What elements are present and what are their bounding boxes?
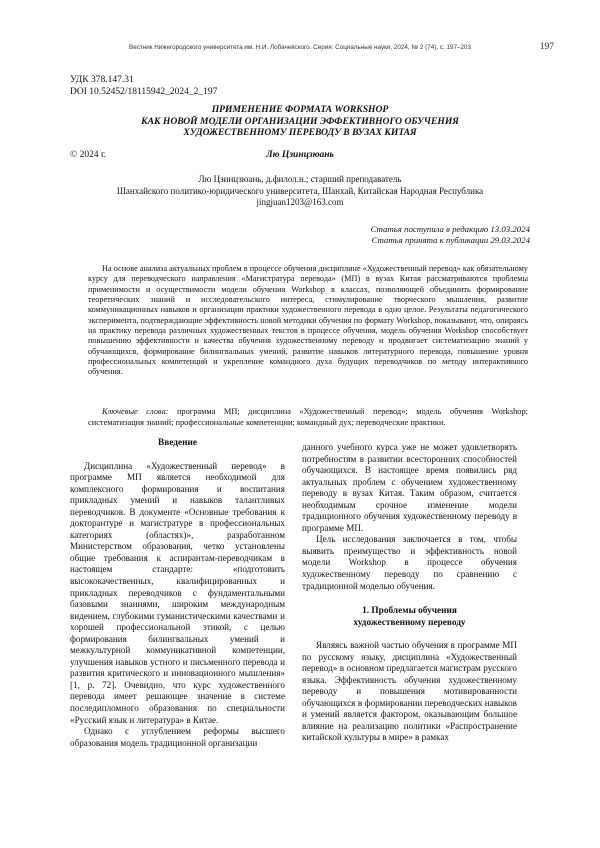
intro-heading: Введение [158,438,197,448]
accepted-date: Статья принята к публикации 29.03.2024 [371,235,530,245]
title-line-3: ХУДОЖЕСТВЕННОМУ ПЕРЕВОДУ В ВУЗАХ КИТАЯ [183,127,417,138]
section-1-heading-line-1: 1. Проблемы обучения [362,606,457,617]
keywords [88,407,528,428]
title-line-2: КАК НОВОЙ МОДЕЛИ ОРГАНИЗАЦИИ ЭФФЕКТИВНОГО ОБУЧЕНИЯ [141,115,459,127]
title-line-1: ПРИМЕНЕНИЕ ФОРМАТА WORKSHOP [211,104,389,115]
intro-paragraph-2: Однако с углублением реформы высшего образования модель традиционной организации [70,726,285,748]
author-institution: Шанхайского политико-юридического университета, Шанхай, Китайская Народная Республика [116,185,484,196]
section-1-heading-line-2: художественному переводу [353,617,466,628]
left-column [70,438,285,749]
intro-paragraph-1: Дисциплина «Художественный перевод» в программе МП является необходимой для комплексного формирования и воспитания прикладных умений и навыков талантливых переводчиков. В документе «Основные требования к докторантуре и магистратуре в профессиональных категориях (областях)», разработанном Министерством образования, четко установлены общие требования к аспирантам-переводчикам в настоящем стандарте: «подготовить высококачественных, квалифицированных и прикладных переводчиков с фундаментальными базовыми знаниями, широким международным видением, глубокими гуманистическими качествами и хорошей профессиональной этикой, с целью формирования билингвальных умений и межкультурной коммуникативной компетенции, улучшения навыков устного и письменного перевода и развития критического и инновационного мышления» [1, р. 72]. Очевидно, что курс художественного перевода имеет решающее значение в системе последипломного образования по специальности «Русский язык и литература» в Китае. [70,460,285,725]
section-1-heading [302,606,517,629]
article-dates [371,224,530,246]
intro-paragraph-continued: данного учебного курса уже не может удовлетворять потребностям в развитии всесторонних способностей обучающихся. В настоящее время появились ряд актуальных проблем с обучением художественному переводу в вузах Китая. Таким образом, считается необходимым срочное изменение модели традиционного обучения художественному переводу в программе МП. [302,442,517,533]
received-date: Статья поступила в редакцию 13.03.2024 [370,224,530,234]
section-1-paragraph-1: Являясь важной частью обучения в программе МП по русскому языку, дисциплина «Художественный перевод» в основном предлагается магистрам русского языка. Эффективность обучения художественному переводу и повышения мотивированности обучающихся в формировании переводческих навыков и умений является фактором, оказывающим большое влияние на реализацию политики «Распространение китайской культуры в мире» в рамках [302,640,517,743]
author-position: Лю Цзинцзюань, д.филол.н.; старший преподаватель [198,174,402,184]
page-number: 197 [539,42,554,52]
copyright: © 2024 г. [70,150,107,160]
right-column [302,442,517,744]
udc-code: УДК 378.147.31 [70,75,134,85]
keywords-label: Ключевые слова: [102,407,169,416]
author-email: jingjuan1203@163.com [256,197,344,208]
author-name: Лю Цзинцзюань [266,150,334,160]
abstract: На основе анализа актуальных проблем в процессе обучения дисциплине «Художественный перевод» как обязательному курсу для переводческого направления «Магистратура перевода» (МП) в вузах Китая рассматриваются проблемы применимости и осуществимости модели обучения Workshop в классах, позволяющей объединить формирование теоретических знаний и исследовательского интереса, стимулирование творческого мышления, развитие коммуникационных навыков и организации практики художественного перевода в одно целое. Результаты педагогического эксперимента, подтверждающие эффективность новой методики обучения по формату Workshop, показывают, что, опираясь на практику перевода различных художественных текстов в процессе обучения, модель обучения Workshop способствует повышению эффективности и качества обучения художественному переводу и продвигает систематизацию знаний у обучающихся, формирование билингвальных умений, развитие навыков литературного перевода, повышение уровня профессиональных компетенций и укрепление командного духа будущих переводчиков по методу интерактивного обучения. [88,264,528,377]
article-identifiers [70,74,217,98]
research-aim-paragraph: Цель исследования заключается в том, чтобы выявить преимущество и эффективность новой модели Workshop в процессе обучения художественному переводу по сравнению с традиционной моделью обучения. [302,534,517,591]
running-head: Вестник Нижегородского университета им. Н.И. Лобачевского. Серия: Социальные науки, 2024, № 2 (74), с. 197–203 [129,44,471,51]
doi: DOI 10.52452/18115942_2024_2_197 [70,87,218,97]
author-affiliation [60,174,540,209]
article-title [60,104,540,139]
keywords-text: программа МП; дисциплина «Художественный перевод»; модель обучения Workshop; систематизация знаний; профессиональные компетенции; командный дух; переводческие практики. [88,407,528,427]
